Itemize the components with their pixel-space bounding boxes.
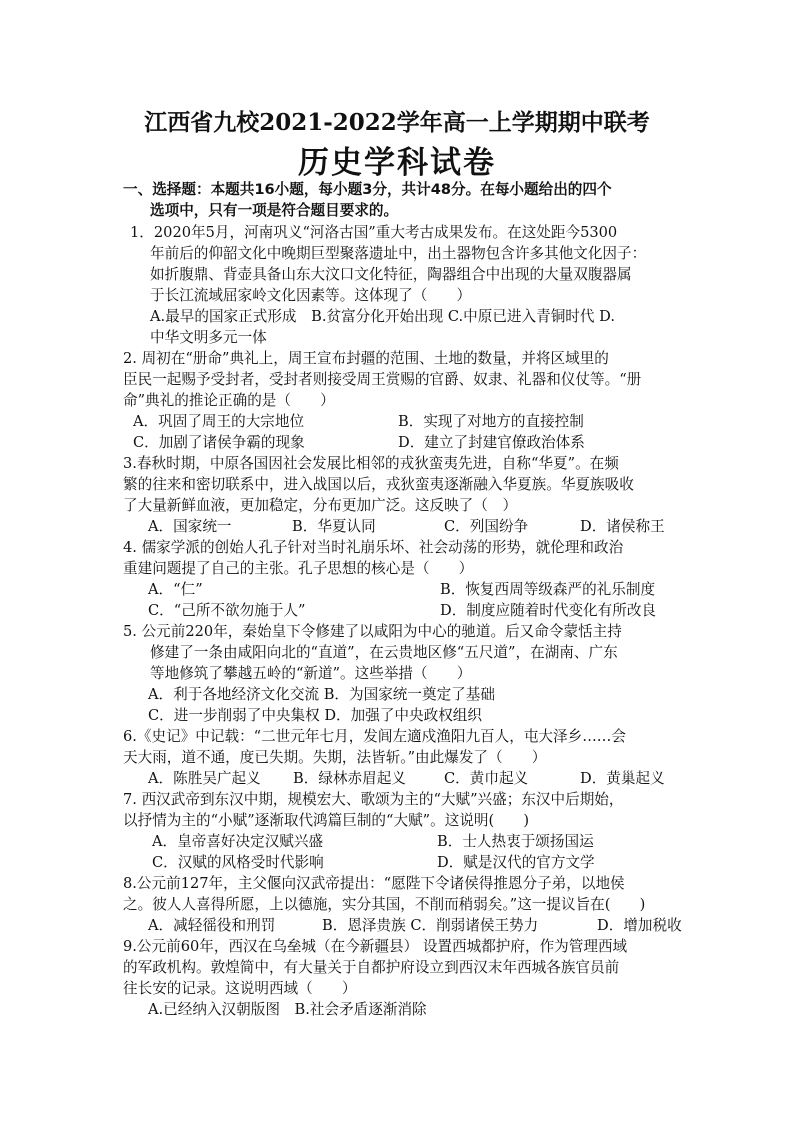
question-4-option-a: A．“仁” — [148, 581, 203, 598]
question-5-options-line-2: C．进一步削弱了中央集权 D．加强了中央政权组织 — [148, 707, 482, 724]
question-6-option-b: B．绿林赤眉起义 — [293, 770, 406, 787]
question-3-option-d: D．诸侯称王 — [580, 518, 665, 535]
question-4-line-1: 4. 儒家学派的创始人孔子针对当时礼崩乐坏、社会动荡的形势，就伦理和政治 — [123, 539, 624, 556]
question-5-options-line-1: A．利于各地经济文化交流 B．为国家统一奠定了基础 — [148, 686, 495, 703]
question-7-option-d: D．赋是汉代的官方文学 — [437, 854, 595, 871]
question-2-line-1: 2. 周初在“册命”典礼上，周王宣布封疆的范围、土地的数量，并将区域里的 — [123, 350, 609, 367]
section-instruction-line-2: 选项中，只有一项是符合题目要求的。 — [150, 202, 399, 219]
question-9-line-3: 往长安的记录。这说明西域（ ） — [123, 980, 357, 997]
question-1-options-line-1: A.最早的国家正式形成 B.贫富分化开始出现 C.中原已进入青铜时代 D. — [150, 308, 615, 325]
question-1-line-1: 1．2020年5月，河南巩义“河洛古国”重大考古成果发布。在这处距今5300 — [130, 224, 618, 241]
question-7-line-1: 7. 西汉武帝到东汉中期，规模宏大、歌颂为主的“大赋”兴盛；东汉中后期始， — [123, 791, 624, 808]
question-8-option-a: A．减轻徭役和刑罚 — [148, 917, 276, 934]
question-8-option-d: D．增加税收 — [597, 917, 682, 934]
question-5-line-3: 等地修筑了攀越五岭的“新道”。这些举措（ ） — [150, 665, 472, 682]
question-3-option-c: C．列国纷争 — [444, 518, 529, 535]
question-2-line-2: 臣民一起赐予受封者，受封者则接受周王赏赐的官爵、奴隶、礼器和仪仗等。“册 — [123, 371, 642, 388]
question-4-option-d: D．制度应随着时代变化有所改良 — [440, 602, 657, 619]
question-2-option-a: A．巩固了周王的大宗地位 — [133, 413, 305, 430]
question-2-option-b: B．实现了对地方的直接控制 — [398, 413, 584, 430]
question-6-line-2: 天大雨，道不通，度已失期。失期，法皆斩。”由此爆发了（ ） — [123, 749, 547, 766]
question-2-line-3: 命”典礼的推论正确的是（ ） — [123, 392, 335, 409]
question-3-line-2: 繁的往来和密切联系中，进入战国以后，戎狄蛮夷逐渐融入华夏族。华夏族吸收 — [123, 476, 634, 493]
question-7-option-c: C．汉赋的风格受时代影响 — [152, 854, 324, 871]
question-5-line-1: 5. 公元前220年，秦始皇下令修建了以咸阳为中心的驰道。后又命令蒙恬主持 — [123, 623, 622, 640]
question-5-line-2: 修建了一条由咸阳向北的“直道”，在云贵地区修“五尺道”，在湖南、广东 — [150, 644, 618, 661]
question-2-option-c: C．加剧了诸侯争霸的现象 — [133, 434, 305, 451]
question-4-line-2: 重建问题提了自己的主张。孔子思想的核心是（ ） — [123, 560, 474, 577]
question-3-line-3: 了大量新鲜血液，更加稳定，分布更加广泛。这反映了（ ） — [123, 497, 518, 514]
question-9-line-2: 的军政机构。敦煌简中，有大量关于自都护府设立到西汉末年西城各族官员前 — [123, 959, 620, 976]
question-6-option-d: D．黄巢起义 — [580, 770, 665, 787]
question-4-option-b: B．恢复西周等级森严的礼乐制度 — [440, 581, 656, 598]
question-1-line-3: 如折腹鼎、背壶具备山东大汶口文化特征，陶器组合中出现的大量双腹器属 — [150, 266, 632, 283]
question-9-options-line-1: A.已经纳入汉朝版图 B.社会矛盾逐渐消除 — [148, 1001, 427, 1018]
question-7-option-b: B．士人热衷于颂扬国运 — [437, 833, 594, 850]
section-instruction-line-1: 一、选择题：本题共16小题，每小题3分，共计48分。在每小题给出的四个 — [123, 181, 612, 198]
question-1-line-4: 于长江流域屈家岭文化因素等。这体现了（ ） — [150, 287, 472, 304]
question-6-line-1: 6.《史记》中记载：“二世元年七月，发闾左適戍渔阳九百人，屯大泽乡……会 — [123, 728, 626, 745]
question-3-option-b: B．华夏认同 — [292, 518, 376, 535]
question-1-options-line-2: 中华文明多元一体 — [150, 329, 267, 346]
question-3-line-1: 3.春秋时期，中原各国因社会发展比相邻的戎狄蛮夷先进，自称“华夏”。在频 — [123, 455, 619, 472]
exam-title: 江西省九校2021-2022学年高一上学期期中联考 — [144, 109, 650, 136]
question-7-option-a: A．皇帝喜好决定汉赋兴盛 — [152, 833, 324, 850]
question-2-option-d: D．建立了封建官僚政治体系 — [398, 434, 585, 451]
question-8-line-1: 8.公元前127年，主父偃向汉武帝提出：“愿陛下令诸侯得推恩分子弟，以地侯 — [123, 875, 625, 892]
question-1-line-2: 年前后的仰韶文化中晚期巨型聚落遗址中，出土器物包含许多其他文化因子： — [150, 245, 647, 262]
question-9-line-1: 9.公元前60年，西汉在乌垒城（在今新疆县） 设置西城都护府，作为管理西域 — [123, 938, 628, 955]
question-8-line-2: 之。彼人人喜得所愿，上以德施，实分其国，不削而稍弱矣。”这一提议旨在( ) — [123, 896, 646, 913]
question-4-option-c: C．“己所不欲勿施于人” — [148, 602, 306, 619]
question-6-option-a: A．陈胜吴广起义 — [148, 770, 261, 787]
question-3-option-a: A．国家统一 — [148, 518, 232, 535]
exam-subject-title: 历史学科试卷 — [298, 145, 496, 181]
question-7-line-2: 以抒情为主的“小赋”逐渐取代鸿篇巨制的“大赋”。这说明( ) — [123, 812, 530, 829]
question-8-option-b-c: B．恩泽贵族 C．削弱诸侯王势力 — [322, 917, 539, 934]
question-6-option-c: C．黄巾起义 — [444, 770, 529, 787]
